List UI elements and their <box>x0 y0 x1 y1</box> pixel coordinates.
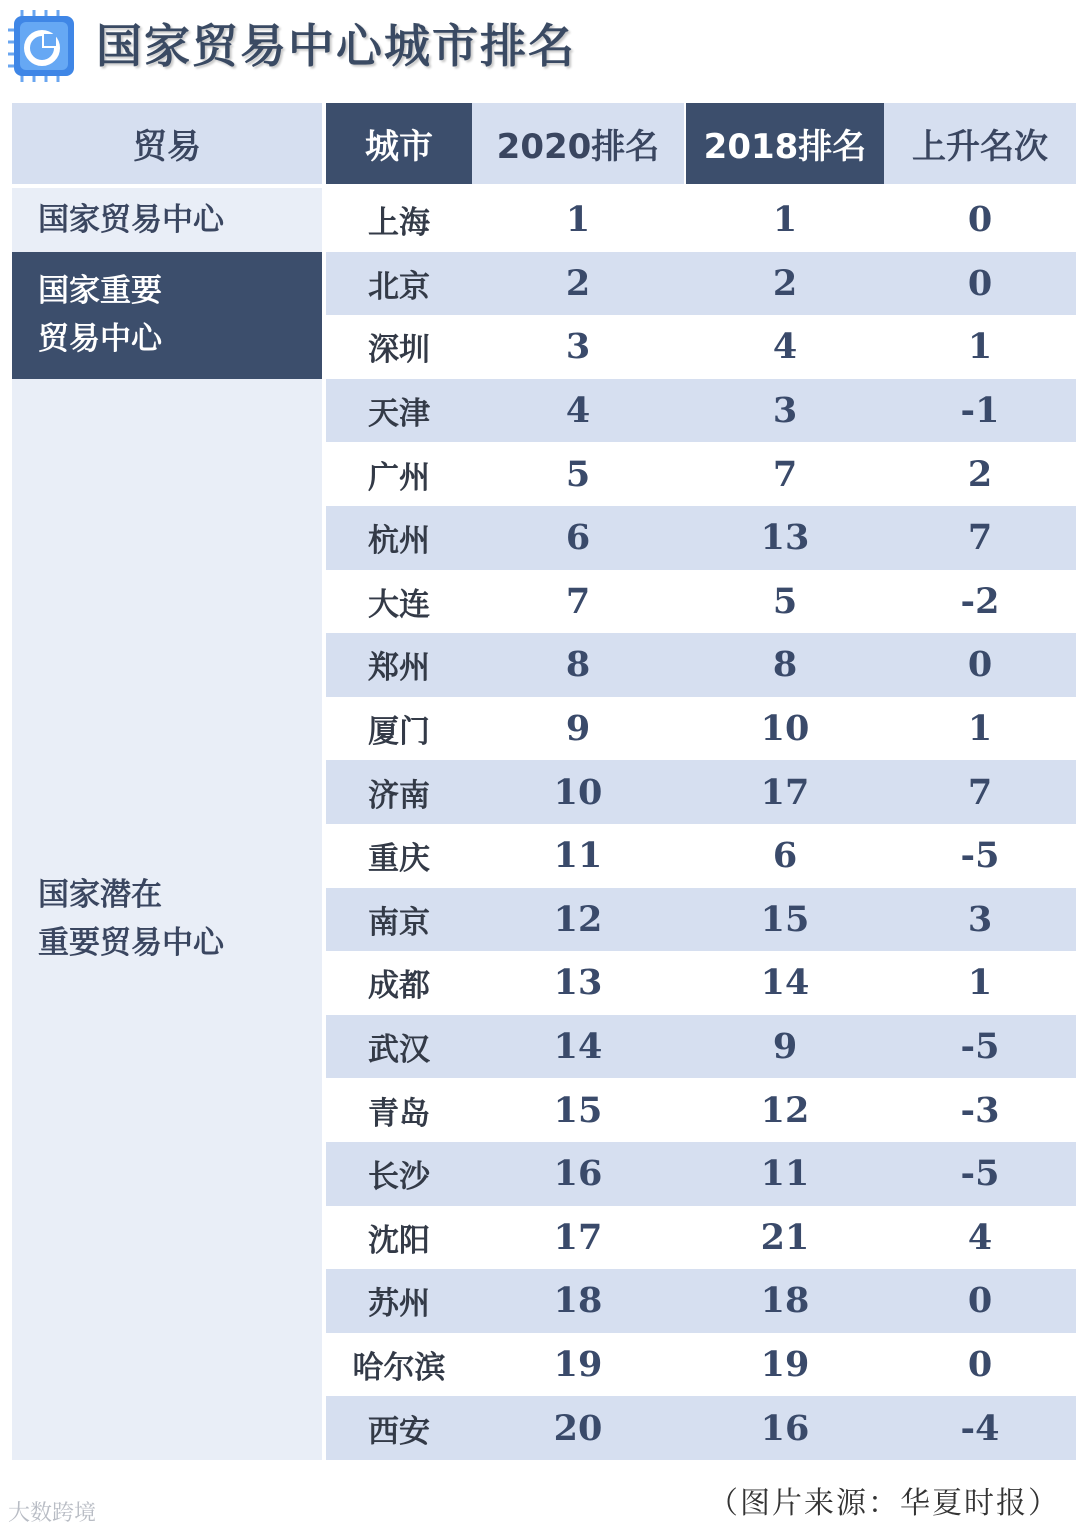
header-trade: 贸易 <box>12 103 322 184</box>
city-cell: 西安 <box>368 1413 430 1450</box>
rank-2020-cell: 16 <box>553 1153 603 1195</box>
city-cell: 广州 <box>368 459 430 496</box>
rank-change-cell: 7 <box>967 771 993 813</box>
rank-2020-cell: 15 <box>553 1089 603 1131</box>
rank-2018-cell: 8 <box>772 644 798 686</box>
rank-2020-cell: 19 <box>553 1344 603 1386</box>
rank-2018-cell: 2 <box>772 262 798 304</box>
rank-2018-cell: 21 <box>760 1216 810 1258</box>
rank-change-cell: -5 <box>960 835 1000 877</box>
city-cell: 重庆 <box>368 841 430 878</box>
city-cell: 青岛 <box>368 1095 430 1132</box>
rank-2020-cell: 9 <box>565 708 591 750</box>
city-cell: 北京 <box>368 268 430 305</box>
header-city: 城市 <box>326 103 472 184</box>
rank-2018-cell: 9 <box>772 1026 798 1068</box>
city-cell: 天津 <box>368 396 430 433</box>
rank-2020-cell: 14 <box>553 1026 603 1068</box>
rank-change-cell: 1 <box>967 326 993 368</box>
rank-2020-cell: 7 <box>565 580 591 622</box>
category-label-line: 国家潜在 <box>38 877 162 914</box>
rank-2020-cell: 1 <box>565 199 591 241</box>
rank-change-cell: -3 <box>960 1089 1000 1131</box>
category-cell <box>12 252 322 379</box>
city-cell: 厦门 <box>368 714 430 751</box>
rank-2018-cell: 13 <box>760 517 810 559</box>
rank-change-cell: -5 <box>960 1026 1000 1068</box>
rank-change-cell: 3 <box>967 898 993 940</box>
rank-2020-cell: 2 <box>565 262 591 304</box>
rank-change-cell: 4 <box>967 1216 993 1258</box>
rank-change-cell: 1 <box>967 962 993 1004</box>
rank-2018-cell: 12 <box>760 1089 810 1131</box>
category-label-line: 国家重要 <box>38 273 162 310</box>
rank-2020-cell: 8 <box>565 644 591 686</box>
rank-2018-cell: 19 <box>760 1344 810 1386</box>
rank-2020-cell: 6 <box>565 517 591 559</box>
rank-2020-cell: 13 <box>553 962 603 1004</box>
rank-2018-cell: 7 <box>772 453 798 495</box>
rank-change-cell: 0 <box>967 1344 993 1386</box>
rank-2020-cell: 18 <box>553 1280 603 1322</box>
rank-2020-cell: 20 <box>553 1407 603 1449</box>
rank-2020-cell: 3 <box>565 326 591 368</box>
header-rank-2018: 2018排名 <box>686 103 884 184</box>
city-cell: 长沙 <box>368 1159 430 1196</box>
rank-2018-cell: 14 <box>760 962 810 1004</box>
city-cell: 成都 <box>368 968 430 1005</box>
city-cell: 南京 <box>368 904 430 941</box>
rank-change-cell: -2 <box>960 580 1000 622</box>
rank-2018-cell: 3 <box>772 390 798 432</box>
rank-2018-cell: 17 <box>760 771 810 813</box>
rank-change-cell: 7 <box>967 517 993 559</box>
city-cell: 上海 <box>368 205 430 242</box>
rank-change-cell: 2 <box>967 453 993 495</box>
rank-2020-cell: 12 <box>553 898 603 940</box>
rank-2020-cell: 17 <box>553 1216 603 1258</box>
category-label-line: 重要贸易中心 <box>38 925 224 962</box>
category-cell <box>12 188 322 252</box>
rank-change-cell: 1 <box>967 708 993 750</box>
rank-2018-cell: 18 <box>760 1280 810 1322</box>
city-cell: 苏州 <box>368 1286 430 1323</box>
rank-2018-cell: 6 <box>772 835 798 877</box>
rank-change-cell: 0 <box>967 262 993 304</box>
page-title: 国家贸易中心城市排名 <box>96 19 576 73</box>
category-cell <box>12 379 322 1460</box>
header-rank-2020: 2020排名 <box>472 103 684 184</box>
city-cell: 沈阳 <box>368 1222 430 1259</box>
rank-change-cell: -5 <box>960 1153 1000 1195</box>
rank-change-cell: 0 <box>967 644 993 686</box>
rank-2020-cell: 11 <box>553 835 603 877</box>
rank-2020-cell: 4 <box>565 390 591 432</box>
city-cell: 哈尔滨 <box>352 1350 446 1387</box>
city-cell: 杭州 <box>368 523 430 560</box>
city-cell: 武汉 <box>368 1032 430 1069</box>
rank-2018-cell: 16 <box>760 1407 810 1449</box>
category-label-line: 贸易中心 <box>38 321 162 358</box>
category-label-line: 国家贸易中心 <box>38 201 224 238</box>
rank-2018-cell: 1 <box>772 199 798 241</box>
rank-2018-cell: 11 <box>760 1153 810 1195</box>
city-cell: 深圳 <box>368 332 430 369</box>
rank-2018-cell: 15 <box>760 898 810 940</box>
watermark: 大数跨境 <box>8 1501 97 1526</box>
source-caption: （图片来源：华夏时报） <box>708 1486 1060 1521</box>
city-cell: 大连 <box>368 586 430 623</box>
rank-change-cell: 0 <box>967 1280 993 1322</box>
rank-2020-cell: 10 <box>553 771 603 813</box>
rank-change-cell: -4 <box>960 1407 1000 1449</box>
rank-2018-cell: 4 <box>772 326 798 368</box>
rank-change-cell: 0 <box>967 199 993 241</box>
rank-2020-cell: 5 <box>565 453 591 495</box>
city-cell: 郑州 <box>368 650 430 687</box>
rank-2018-cell: 10 <box>760 708 810 750</box>
rank-2018-cell: 5 <box>772 580 798 622</box>
header-rank-change: 上升名次 <box>884 103 1076 184</box>
rank-change-cell: -1 <box>960 390 1000 432</box>
city-cell: 济南 <box>368 777 430 814</box>
